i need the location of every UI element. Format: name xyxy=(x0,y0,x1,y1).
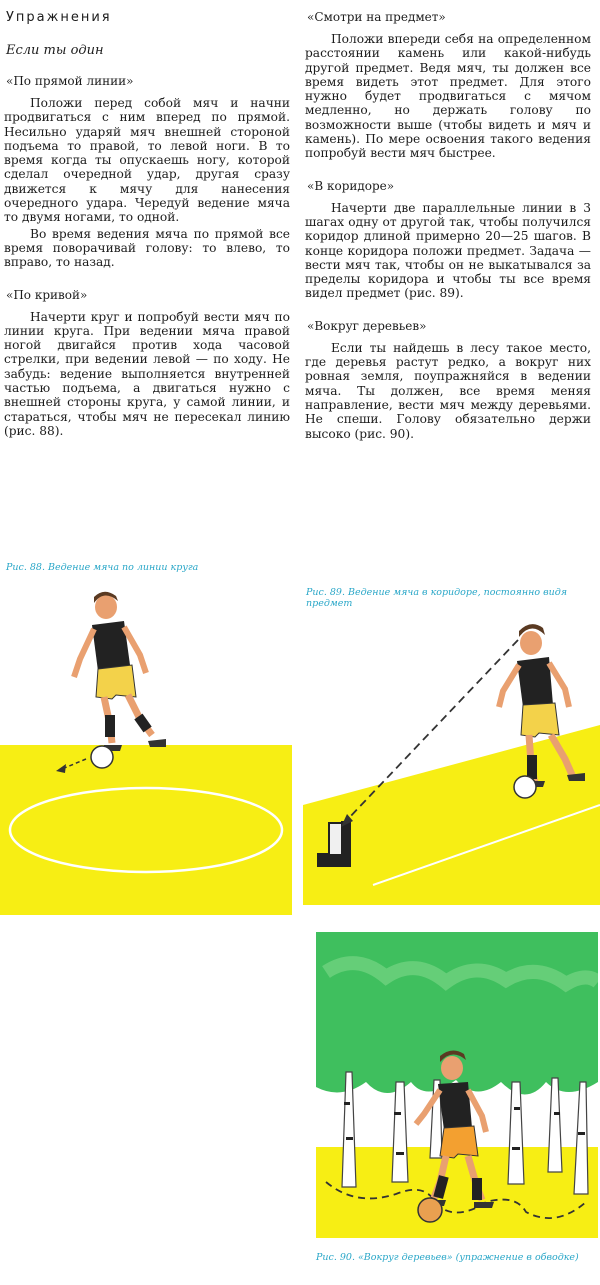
exercise-straight-line xyxy=(4,74,290,270)
right-column xyxy=(305,0,591,441)
ball xyxy=(514,776,536,798)
section-header: Упражнения xyxy=(6,10,112,25)
figure-90-caption: Рис. 90. «Вокруг деревьев» (упражнение в обводке) xyxy=(316,1252,579,1263)
exercise-title: «По прямой линии» xyxy=(6,74,134,88)
exercise-look-at-object xyxy=(305,10,591,161)
figure-90-illustration xyxy=(316,932,598,1238)
section-subheading: Если ты один xyxy=(6,43,104,58)
exercise-paragraph: Начерти две параллельные линии в 3 шагах одну от другой так, чтобы получился коридор длиной примерно 20—25 шагов. В конце коридора положи предмет. Задача — вести мяч так, чтобы он не выкатывался за пределы коридора и чтобы ты все время видел предмет (рис. 89). xyxy=(305,200,591,301)
ball xyxy=(418,1198,442,1222)
exercise-title: «Смотри на предмет» xyxy=(307,10,446,24)
exercise-around-trees xyxy=(305,319,591,441)
figure-88-caption: Рис. 88. Ведение мяча по линии круга xyxy=(6,562,199,573)
exercise-paragraph: Положи перед собой мяч и начни продвигаться с ним вперед по прямой. Несильно ударяй мяч внешней стороной подъема то правой, то левой ноги. В то время когда ты опускаешь ногу, которой сделал очередной удар, другая сразу движется к мячу для нанесения очередного удара. Чередуй ведение мяча то двумя ногами, то одной. xyxy=(4,96,290,225)
exercise-paragraph: Во время ведения мяча по прямой все время поворачивай голову: то влево, то вправо, то назад. xyxy=(4,226,290,270)
figure-88-illustration xyxy=(0,585,292,915)
yellow-ground xyxy=(0,745,292,915)
left-column xyxy=(4,0,290,438)
player-figure xyxy=(74,592,166,751)
ball xyxy=(91,746,113,768)
figure-89-caption: Рис. 89. Ведение мяча в коридоре, постоянно видя предмет xyxy=(306,587,568,609)
figure-89-illustration xyxy=(303,615,600,905)
exercise-corridor xyxy=(305,179,591,301)
exercise-paragraph: Начерти круг и попробуй вести мяч по линии круга. При ведении мяча правой ногой двигайся против хода часовой стрелки, при ведении левой — по ходу. Не забудь: ведение выполняется внутренней частью подъема, а двигаться нужно с внешней стороны круга, у самой линии, и стараться, чтобы мяч не пересекал линию (рис. 88). xyxy=(4,309,290,438)
exercise-curve xyxy=(4,288,290,439)
exercise-paragraph: Если ты найдешь в лесу такое место, где деревья растут редко, а вокруг них ровная земля, поупражняйся в ведении мяча. Ты должен, все время меняя направление, вести мяч между деревьями. Не спеши. Голову обязательно держи высоко (рис. 90). xyxy=(305,340,591,441)
exercise-title: «Вокруг деревьев» xyxy=(307,318,427,333)
exercise-title: «По кривой» xyxy=(6,287,88,302)
exercise-title: «В коридоре» xyxy=(307,178,395,193)
exercise-paragraph: Положи впереди себя на определенном расстоянии камень или какой-нибудь другой предмет. Ведя мяч, ты должен все время видеть этот предмет. Для этого нужно будет продвигаться с мячом медленно, но держать голову по возможности выше (чтобы видеть и мяч и камень). По мере освоения такого ведения попробуй вести мяч быстрее. xyxy=(305,32,591,161)
